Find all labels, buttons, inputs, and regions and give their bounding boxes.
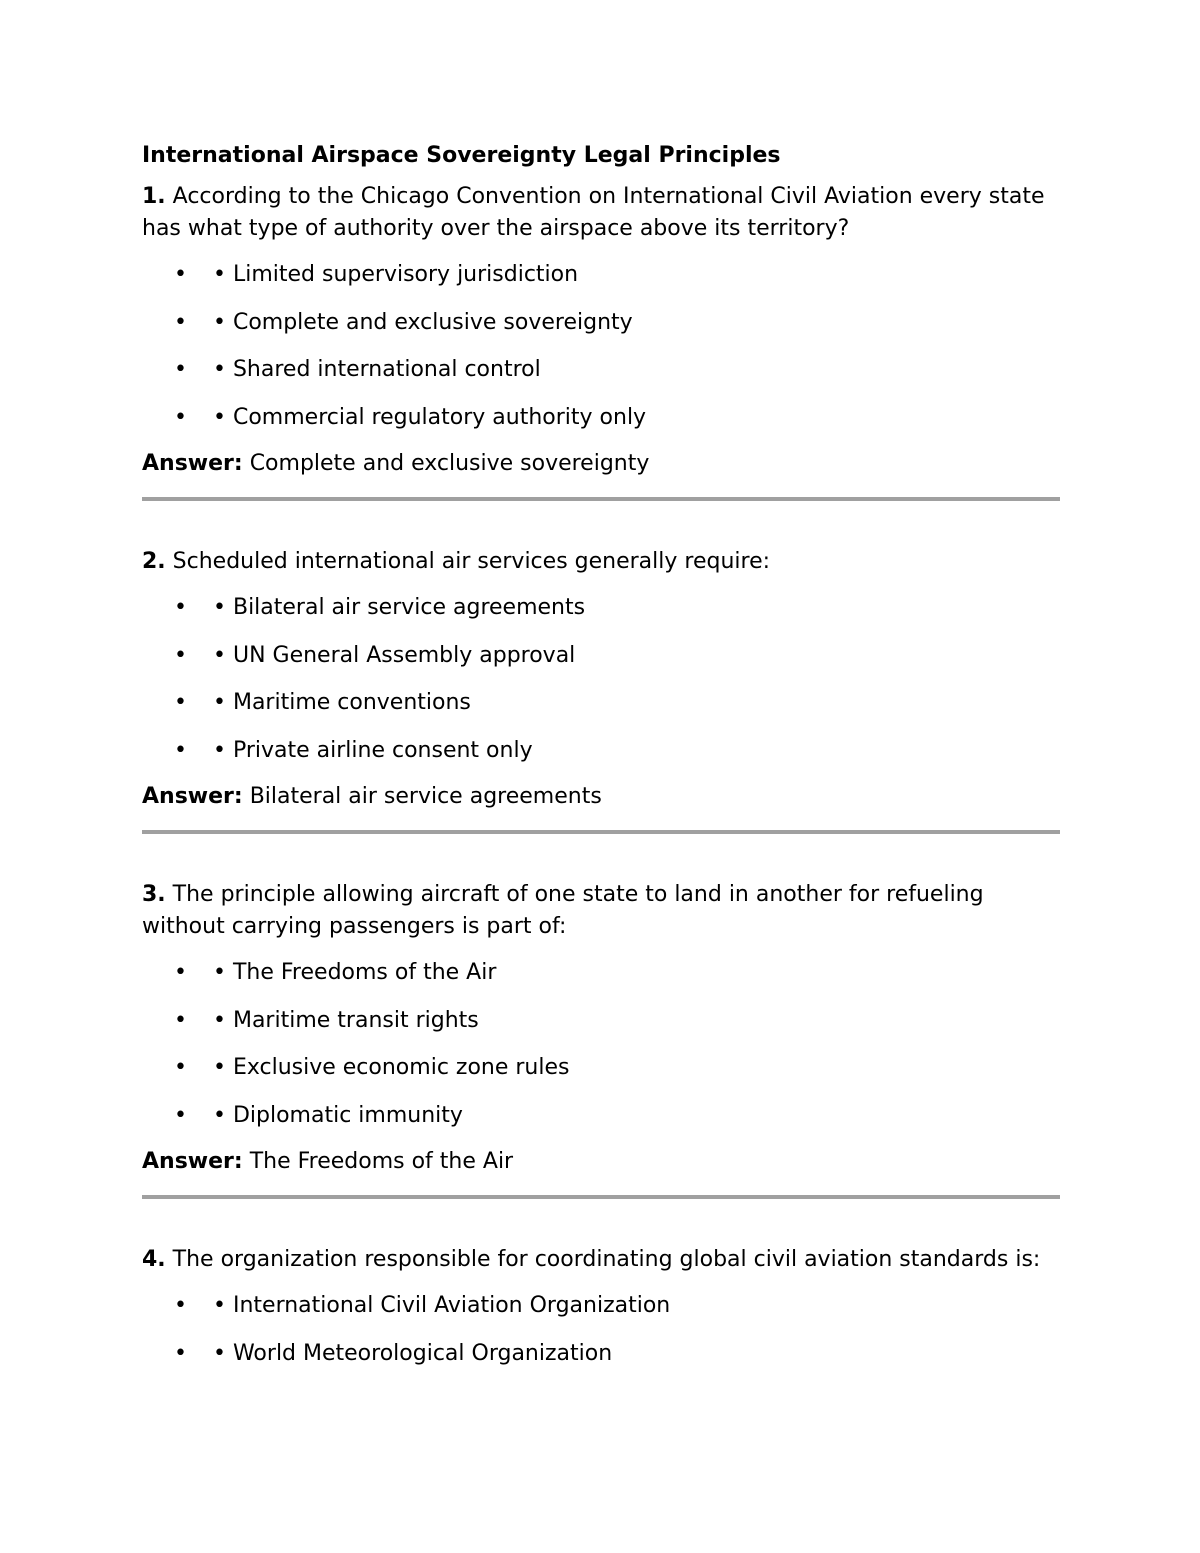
document-page (142, 140, 1060, 1385)
option-list (142, 1290, 1060, 1369)
option-label: • Diplomatic immunity (213, 1102, 463, 1128)
question-prompt: According to the Chicago Convention on International Civil Aviation every state has what type of authority over the airspace above its territory? (142, 184, 1045, 241)
answer-line (142, 781, 1060, 812)
bullet-icon: • (174, 404, 187, 430)
option-label: • Commercial regulatory authority only (213, 404, 647, 430)
question-block-4 (142, 1244, 1060, 1369)
option-list (142, 259, 1060, 433)
option-item (142, 687, 1060, 718)
option-label: • Exclusive economic zone rules (213, 1055, 570, 1080)
answer-label: Answer: (142, 784, 243, 809)
question-number: 4. (142, 1247, 166, 1272)
option-item (142, 1100, 1060, 1131)
answer-line (142, 448, 1060, 479)
question-text (142, 546, 1060, 578)
option-item (142, 735, 1060, 766)
question-text (142, 879, 1060, 943)
option-item (142, 1290, 1060, 1321)
answer-text: The Freedoms of the Air (249, 1149, 514, 1174)
option-item (142, 957, 1060, 988)
question-block-2 (142, 546, 1060, 812)
bullet-icon: • (174, 1340, 187, 1366)
question-number: 1. (142, 184, 166, 209)
bullet-icon: • (174, 690, 187, 715)
option-item (142, 592, 1060, 623)
bullet-icon: • (174, 737, 187, 763)
question-number: 2. (142, 549, 166, 574)
question-text (142, 1244, 1060, 1276)
document-title: International Airspace Sovereignty Legal Principles (142, 143, 781, 168)
bullet-icon: • (174, 960, 187, 985)
bullet-icon: • (174, 642, 187, 668)
option-label: • UN General Assembly approval (213, 642, 576, 668)
answer-label: Answer: (142, 451, 243, 476)
bullet-icon: • (174, 1007, 187, 1033)
option-item (142, 1005, 1060, 1036)
option-label: • Bilateral air service agreements (213, 595, 586, 620)
question-prompt: The organization responsible for coordinating global civil aviation standards is: (172, 1247, 1041, 1272)
option-label: • The Freedoms of the Air (213, 960, 497, 985)
option-item (142, 354, 1060, 385)
question-number: 3. (142, 882, 166, 907)
option-list (142, 957, 1060, 1131)
question-block-3 (142, 879, 1060, 1177)
option-label: • Limited supervisory jurisdiction (213, 262, 579, 287)
section-divider (142, 1195, 1060, 1199)
bullet-icon: • (174, 1055, 187, 1080)
option-label: • Maritime conventions (213, 690, 471, 715)
question-prompt: Scheduled international air services generally require: (172, 549, 771, 574)
option-item (142, 402, 1060, 433)
option-label: • Maritime transit rights (213, 1007, 479, 1033)
option-label: • International Civil Aviation Organization (213, 1293, 671, 1318)
bullet-icon: • (174, 357, 187, 382)
answer-text: Complete and exclusive sovereignty (249, 451, 650, 476)
section-divider (142, 497, 1060, 501)
bullet-icon: • (174, 1293, 187, 1318)
option-label: • Shared international control (213, 357, 541, 382)
option-label: • Private airline consent only (213, 737, 533, 763)
question-block-1 (142, 181, 1060, 479)
option-item (142, 307, 1060, 338)
answer-label: Answer: (142, 1149, 243, 1174)
option-list (142, 592, 1060, 766)
option-label: • Complete and exclusive sovereignty (213, 309, 633, 335)
answer-text: Bilateral air service agreements (249, 784, 602, 809)
bullet-icon: • (174, 595, 187, 620)
option-item (142, 640, 1060, 671)
option-item (142, 1052, 1060, 1083)
bullet-icon: • (174, 309, 187, 335)
section-divider (142, 830, 1060, 834)
option-label: • World Meteorological Organization (213, 1340, 613, 1366)
bullet-icon: • (174, 1102, 187, 1128)
answer-line (142, 1146, 1060, 1177)
option-item (142, 259, 1060, 290)
question-prompt: The principle allowing aircraft of one state to land in another for refueling without carrying passengers is part of: (142, 882, 984, 939)
bullet-icon: • (174, 262, 187, 287)
question-text (142, 181, 1060, 245)
option-item (142, 1338, 1060, 1369)
